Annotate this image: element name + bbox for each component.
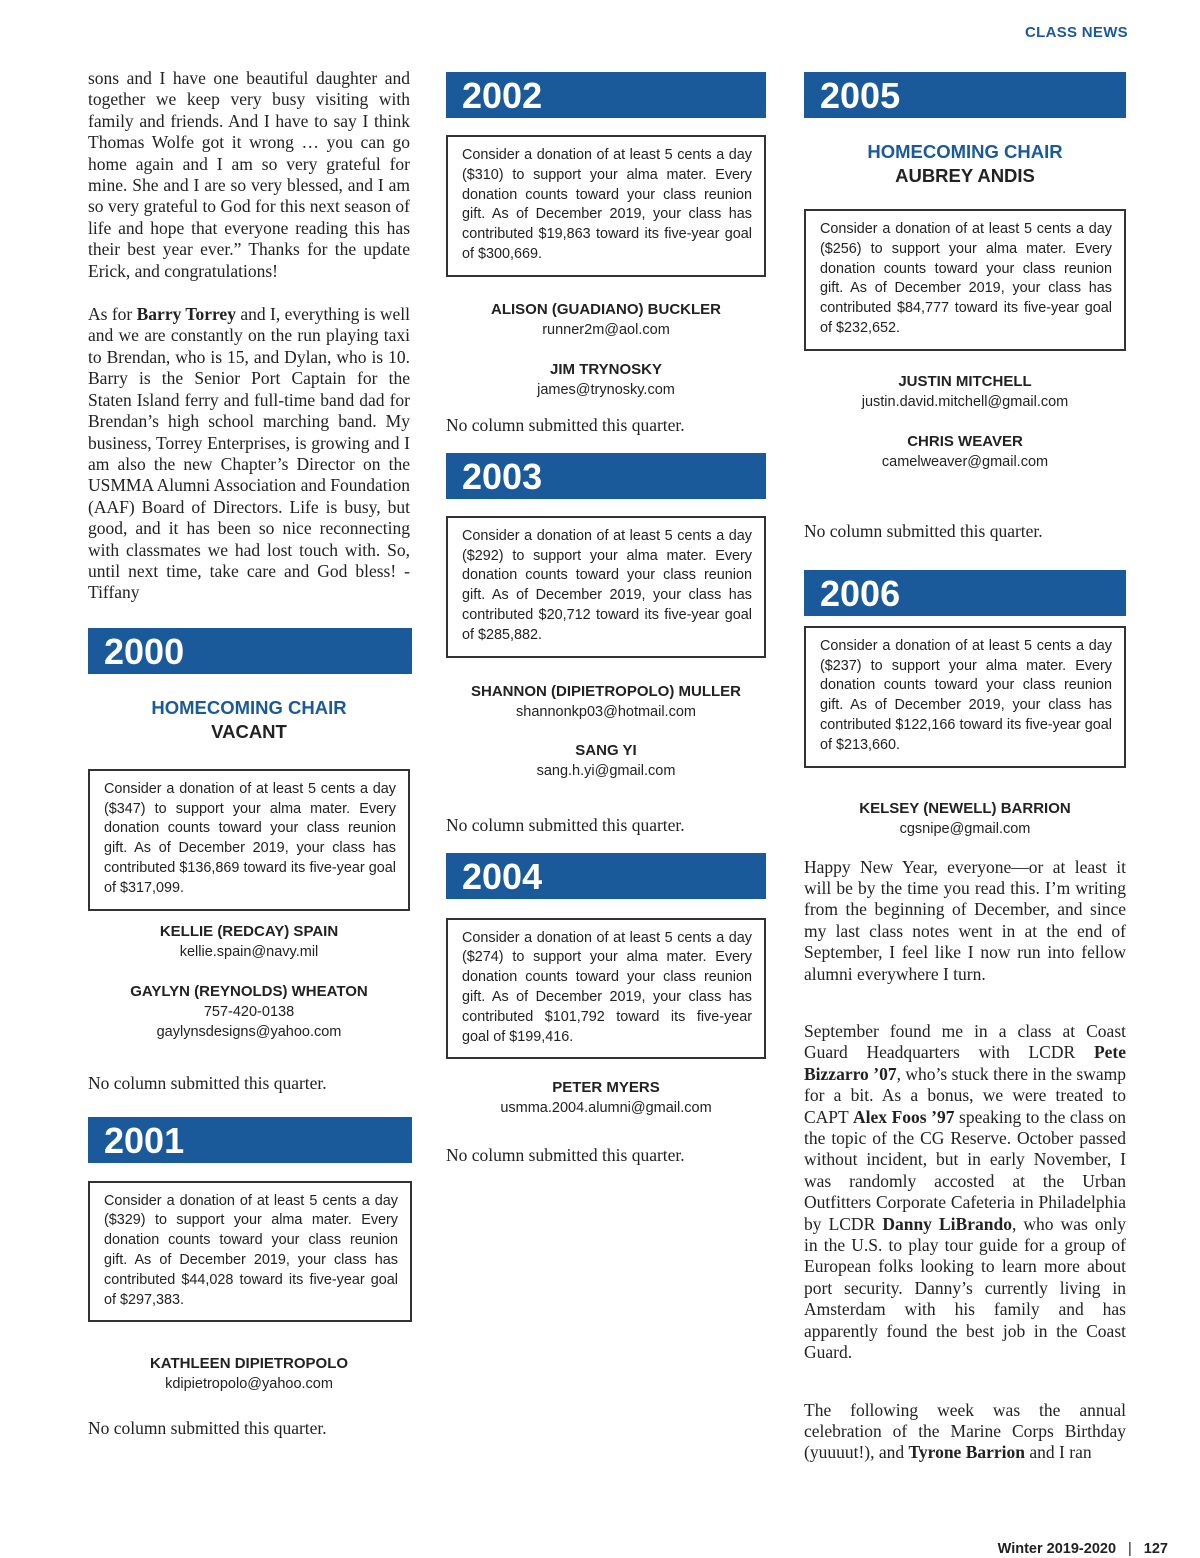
contact-phone: 757-420-0138 [203, 1003, 295, 1020]
paragraph: September found me in a class at Coast Guard Headquarters with LCDR Pete Bizzarro ’07, who’s stuck there in the swamp for a bit. As a bonus, we were treated to CAPT Alex Foos ’97 speaking to the class on the topic of the CG Reserve. October passed without incident, but in early November, I was randomly accosted at the Urban Outfitters Corporate Cafeteria in Philadelphia by LCDR Danny LiBrando, who was only in the U.S. to play tour guide for a group of European folks looking to learn more about port security. Danny’s currently living in Amsterdam with his family and has apparently found the best job in the Coast Guard. [804, 1021, 1127, 1363]
homecoming-chair-name: VACANT [211, 720, 287, 742]
paragraph: sons and I have one beautiful daughter and together we keep very busy visiting with family and friends. And I have to say I think Thomas Wolfe got it wrong … you can go home again and I am so very grateful for mine. She and I are so very blessed, and I am so very grateful to God for this next season of life and hope that everyone reading this has their best year ever.” Thanks for the update Erick, and congratulations! [88, 68, 410, 281]
donation-box: Consider a donation of at least 5 cents a day ($329) to support your alma mater. Every donation counts toward your class reunion gift. As of December 2019, your class has contributed $44,028 toward its five-year goal of $297,383. [88, 1181, 412, 1323]
contact-email[interactable]: kdipietropolo@yahoo.com [165, 1376, 333, 1393]
column-1 [88, 68, 410, 1439]
contact [446, 300, 766, 340]
contact [446, 1078, 766, 1118]
donation-box: Consider a donation of at least 5 cents a day ($347) to support your alma mater. Every donation counts toward your class reunion gift. As of December 2019, your class has contributed $136,869 toward its five-year goal of $317,099. [88, 769, 410, 911]
contact [88, 1354, 410, 1394]
donation-box: Consider a donation of at least 5 cents a day ($292) to support your alma mater. Every donation counts toward your class reunion gift. As of December 2019, your class has contributed $20,712 toward its five-year goal of $285,882. [446, 516, 766, 658]
no-column-note: No column submitted this quarter. [446, 1145, 685, 1166]
contact [88, 982, 410, 1042]
year-header-2003: 2003 [446, 453, 766, 499]
contact-email[interactable]: kellie.spain@navy.mil [179, 943, 319, 960]
year-header-2002: 2002 [446, 72, 766, 118]
contact-name: JIM TRYNOSKY [550, 360, 662, 378]
contact-name: GAYLYN (REYNOLDS) WHEATON [130, 982, 368, 1000]
year-header-2005: 2005 [804, 72, 1126, 118]
section-label: CLASS NEWS [1024, 24, 1128, 41]
person-name: Pete Bizzarro ’07 [804, 1042, 1126, 1084]
contact-email[interactable]: usmma.2004.alumni@gmail.com [500, 1100, 712, 1117]
person-name: Danny LiBrando [882, 1213, 1012, 1234]
contact-name: ALISON (GUADIANO) BUCKLER [491, 300, 721, 318]
footer-separator: | [1128, 1541, 1132, 1557]
paragraph: As for Barry Torrey and I, everything is well and we are constantly on the run playing taxi to Brendan, who is 15, and Dylan, who is 10. Barry is the Senior Port Captain for the Staten Island ferry and full-time band dad for Brendan’s high school marching band. My business, Torrey Enterprises, is growing and I am also the new Chapter’s Director on the USMMA Alumni Association and Foundation (AAF) Board of Directors. Life is busy, but good, and it has been so nice reconnecting with classmates we had lost touch with. So, until next time, take care and God bless! -Tiffany [88, 304, 410, 603]
contact [446, 360, 766, 400]
contact-email[interactable]: camelweaver@gmail.com [881, 453, 1049, 470]
contact [446, 682, 766, 722]
contact-email[interactable]: gaylynsdesigns@yahoo.com [156, 1023, 342, 1040]
person-name: Tyrone Barrion [908, 1442, 1026, 1463]
contact-email[interactable]: james@trynosky.com [537, 381, 675, 398]
year-header-2001: 2001 [88, 1117, 412, 1163]
page-number: 127 [1143, 1541, 1168, 1557]
contact-email[interactable]: runner2m@aol.com [542, 321, 670, 338]
contact-email[interactable]: cgsnipe@gmail.com [899, 820, 1031, 837]
contact-name: SHANNON (DIPIETROPOLO) MULLER [471, 682, 741, 700]
contact-email[interactable]: justin.david.mitchell@gmail.com [861, 393, 1069, 410]
homecoming-chair-label: HOMECOMING CHAIR [867, 141, 1063, 162]
person-name: Alex Foos ’97 [852, 1106, 955, 1127]
no-column-note: No column submitted this quarter. [446, 414, 685, 435]
contact-name: JUSTIN MITCHELL [898, 372, 1032, 390]
column-3 [804, 68, 1126, 1464]
donation-box: Consider a donation of at least 5 cents a day ($274) to support your alma mater. Every donation counts toward your class reunion gift. As of December 2019, your class has contributed $101,792 toward its five-year goal of $199,416. [446, 918, 766, 1060]
contact-name: SANG YI [575, 741, 637, 759]
paragraph: Happy New Year, everyone—or at least it will be by the time you read this. I’m writing from the beginning of December, and since my last class notes went in at the end of September, I feel like I now run into fellow alumni everywhere I turn. [804, 856, 1126, 984]
paragraph: The following week was the annual celebration of the Marine Corps Birthday (yuuuut!), and Tyrone Barrion and I ran [804, 1399, 1126, 1463]
year-header-2006: 2006 [804, 570, 1126, 616]
contact [804, 799, 1126, 839]
contact [804, 372, 1126, 412]
contact-name: CHRIS WEAVER [907, 432, 1023, 450]
donation-box: Consider a donation of at least 5 cents a day ($237) to support your alma mater. Every donation counts toward your class reunion gift. As of December 2019, your class has contributed $122,166 toward its five-year goal of $213,660. [804, 626, 1126, 768]
donation-box: Consider a donation of at least 5 cents a day ($310) to support your alma mater. Every donation counts toward your class reunion gift. As of December 2019, your class has contributed $19,863 toward its five-year goal of $300,669. [446, 135, 766, 277]
column-2 [446, 68, 766, 1166]
homecoming-chair-name: AUBREY ANDIS [895, 165, 1035, 186]
person-name: Barry Torrey [136, 304, 236, 325]
contact [804, 432, 1126, 472]
contact-name: KATHLEEN DIPIETROPOLO [149, 1355, 349, 1373]
donation-box: Consider a donation of at least 5 cents a day ($256) to support your alma mater. Every donation counts toward your class reunion gift. As of December 2019, your class has contributed $84,777 toward its five-year goal of $232,652. [804, 209, 1126, 351]
contact-name: KELLIE (REDCAY) SPAIN [159, 922, 339, 940]
contact-name: PETER MYERS [552, 1079, 660, 1097]
year-header-2000: 2000 [88, 628, 412, 674]
no-column-note: No column submitted this quarter. [88, 1418, 327, 1439]
contact-email[interactable]: sang.h.yi@gmail.com [536, 762, 676, 779]
contact-name: KELSEY (NEWELL) BARRION [859, 799, 1071, 817]
homecoming-chair-label: HOMECOMING CHAIR [151, 696, 347, 718]
contact-email[interactable]: shannonkp03@hotmail.com [516, 703, 696, 720]
no-column-note: No column submitted this quarter. [446, 814, 685, 835]
no-column-note: No column submitted this quarter. [88, 1072, 327, 1093]
issue-label: Winter 2019-2020 [997, 1541, 1117, 1557]
contact [88, 922, 410, 962]
contact [446, 741, 766, 781]
no-column-note: No column submitted this quarter. [804, 520, 1043, 541]
page-footer [998, 1541, 1168, 1557]
year-header-2004: 2004 [446, 853, 766, 899]
